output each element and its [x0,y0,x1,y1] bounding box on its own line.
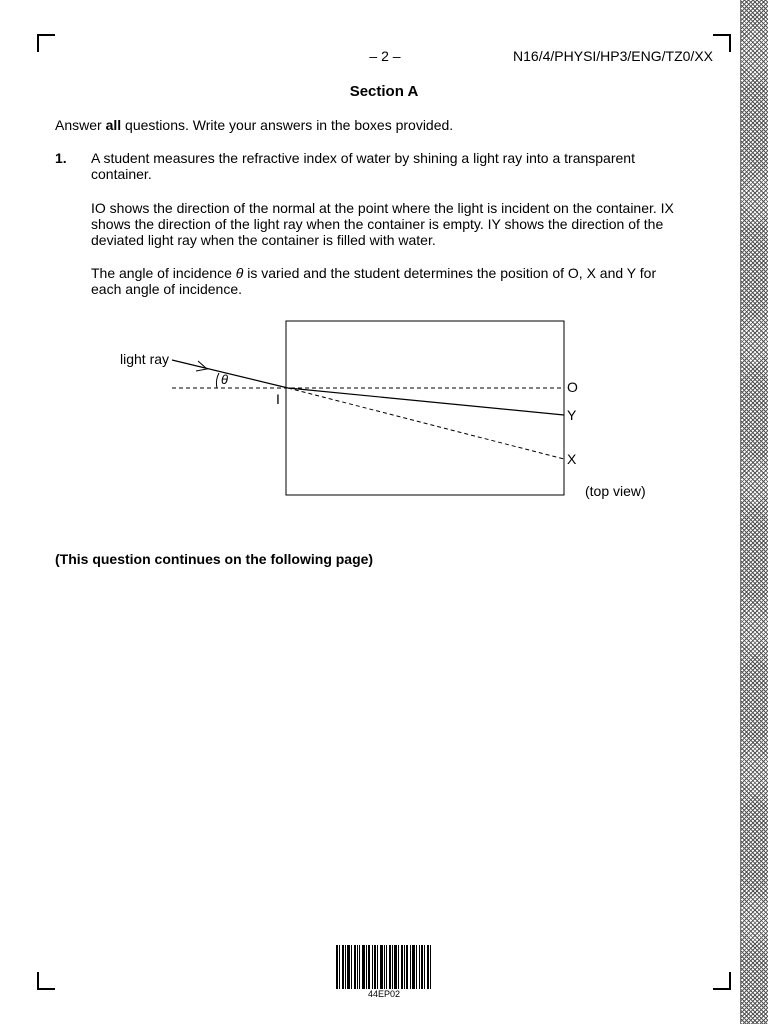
crop-mark-top-right [713,34,731,52]
continuation-note: (This question continues on the following page) [55,551,374,567]
label-light-ray: light ray [120,351,170,367]
incident-ray [172,360,288,388]
paper-code: N16/4/PHYSI/HP3/ENG/TZ0/XX [513,48,713,64]
ray-ix [288,388,564,459]
label-i: I [276,391,280,407]
barcode-image [336,945,432,989]
crop-mark-bottom-right [713,972,731,990]
instructions-prefix: Answer [55,117,106,133]
crop-mark-top-left [37,34,55,52]
page-edge-strip [740,0,768,1024]
question-paragraph-2: IO shows the direction of the normal at the point where the light is incident on the container. IX shows the direction of the light ray when the container is empty. IY shows the direction of the deviated light ray when the container is filled with water. [91,200,674,248]
theta-symbol: θ [235,265,244,281]
question-paragraph-1: A student measures the refractive index of water by shining a light ray into a transparent container. [91,150,635,182]
angle-arc [216,373,219,388]
label-o: O [567,379,578,395]
label-theta: θ [221,372,229,387]
paragraph-3-before: The angle of incidence [91,265,236,281]
instructions-suffix: questions. Write your answers in the boxes provided. [121,117,454,133]
label-top-view: (top view) [585,483,646,499]
barcode-label: 44EP02 [367,989,401,999]
question-number: 1. [55,150,67,166]
question-paragraph-3 [91,265,681,297]
refraction-diagram [110,312,670,512]
ray-iy [288,388,564,415]
paragraph-3-after: is varied and the student determines the position of O, X and Y for each angle of incidence. [91,265,657,297]
section-title: Section A [349,83,419,100]
container-outline [286,321,564,495]
instructions-bold-word: all [105,117,122,133]
crop-mark-bottom-left [37,972,55,990]
label-x: X [567,451,577,467]
label-y: Y [567,407,577,423]
page-number: – 2 – [369,48,401,64]
instructions [55,117,675,133]
